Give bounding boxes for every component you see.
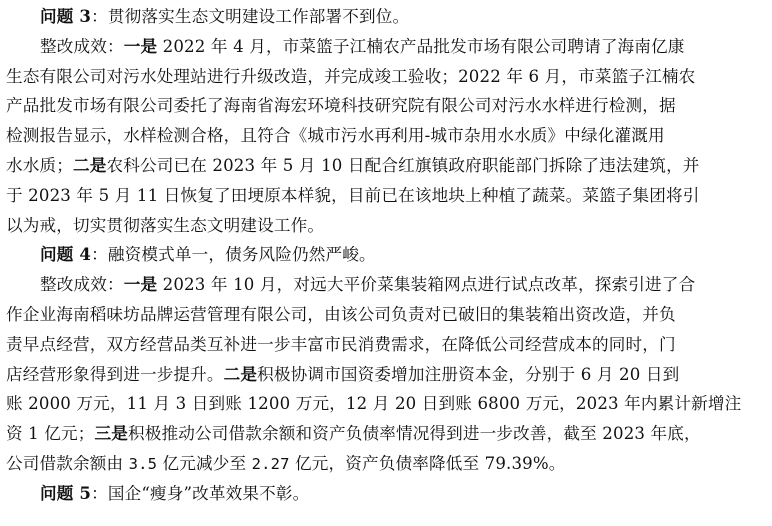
bold-text-segment: 二是 bbox=[223, 363, 258, 384]
text-segment: 亿元减少至 bbox=[157, 453, 252, 473]
text-segment: 公司借款余额由 bbox=[6, 453, 129, 473]
text-line bbox=[6, 389, 766, 419]
text-segment: ：贯彻落实生态文明建设工作部署不到位。 bbox=[91, 7, 410, 26]
text-line bbox=[6, 360, 766, 390]
text-line bbox=[6, 2, 766, 32]
text-line bbox=[6, 121, 766, 151]
text-segment: 生态有限公司对污水处理站进行升级改造，并完成竣工验收；2022 年 6 月，市菜篮子江楠农 bbox=[6, 66, 696, 86]
text-segment: 积极推动公司借款余额和资产负债率情况得到进一步改善，截至 2023 年底， bbox=[128, 424, 701, 444]
bold-text-segment: 一是 bbox=[123, 35, 158, 56]
text-segment: 农科公司已在 2023 年 5 月 10 日配合红旗镇政府职能部门拆除了违法建筑，并 bbox=[106, 155, 700, 175]
text-segment: 产品批发市场有限公司委托了海南省海宏环境科技研究院有限公司对污水水样进行检测，据 bbox=[6, 96, 676, 116]
text-line bbox=[6, 300, 766, 330]
text-line bbox=[6, 449, 766, 479]
bold-text-segment: 问题 3 bbox=[40, 6, 92, 26]
bold-text-segment: 三是 bbox=[94, 423, 129, 444]
text-segment: 整改成效： bbox=[40, 275, 124, 295]
text-segment: ：国企“瘦身”改革效果不彰。 bbox=[91, 483, 310, 503]
text-line bbox=[6, 479, 766, 509]
text-segment: 水水质； bbox=[6, 155, 73, 175]
text-segment: 2.27 bbox=[251, 454, 290, 473]
text-segment: 作企业海南稻味坊品牌运营管理有限公司，由该公司负责对已破旧的集装箱出资改造，并负 bbox=[6, 304, 676, 324]
text-line bbox=[6, 91, 766, 121]
text-segment: 亿元，资产负债率降低至 79.39%。 bbox=[289, 453, 566, 473]
text-line bbox=[6, 32, 766, 62]
text-segment: 2022 年 4 月，市菜篮子江楠农产品批发市场有限公司聘请了海南亿康 bbox=[157, 36, 685, 56]
text-line bbox=[6, 419, 766, 449]
text-segment: 2023 年 10 月，对远大平价菜集装箱网点进行试点改革，探索引进了合 bbox=[157, 275, 696, 295]
text-segment: 店经营形象得到进一步提升。 bbox=[6, 364, 224, 384]
text-segment: 3.5 bbox=[128, 454, 158, 473]
text-segment: ：融资模式单一，债务风险仍然严峻。 bbox=[91, 245, 376, 265]
text-line bbox=[6, 151, 766, 181]
text-line bbox=[6, 270, 766, 300]
text-segment: 责早点经营，双方经营品类互补进一步丰富市民消费需求，在降低公司经营成本的同时，门 bbox=[6, 334, 676, 354]
text-segment: 整改成效： bbox=[40, 36, 124, 56]
bold-text-segment: 问题 5 bbox=[40, 482, 92, 503]
text-line bbox=[6, 211, 766, 241]
text-segment: 账 2000 万元，11 月 3 日到账 1200 万元，12 月 20 日到账 6800 万元，2023 年内累计新增注 bbox=[6, 394, 742, 414]
text-segment: 资 1 亿元； bbox=[6, 424, 95, 444]
text-segment: 积极协调市国资委增加注册资本金，分别于 6 月 20 日到 bbox=[257, 364, 680, 384]
text-line bbox=[6, 62, 766, 92]
bold-text-segment: 二是 bbox=[72, 154, 107, 175]
text-segment: 于 2023 年 5 月 11 日恢复了田埂原本样貌，目前已在该地块上种植了蔬菜。菜篮子集团将引 bbox=[6, 185, 700, 205]
bold-text-segment: 一是 bbox=[123, 274, 158, 295]
text-segment: 检测报告显示，水样检测合格，且符合《城市污水再利用-城市杂用水水质》中绿化灌溉用 bbox=[6, 126, 665, 146]
text-segment: 以为戒，切实贯彻落实生态文明建设工作。 bbox=[6, 215, 325, 235]
text-line bbox=[6, 330, 766, 360]
bold-text-segment: 问题 4 bbox=[40, 244, 92, 265]
text-line bbox=[6, 181, 766, 211]
text-line bbox=[6, 240, 766, 270]
